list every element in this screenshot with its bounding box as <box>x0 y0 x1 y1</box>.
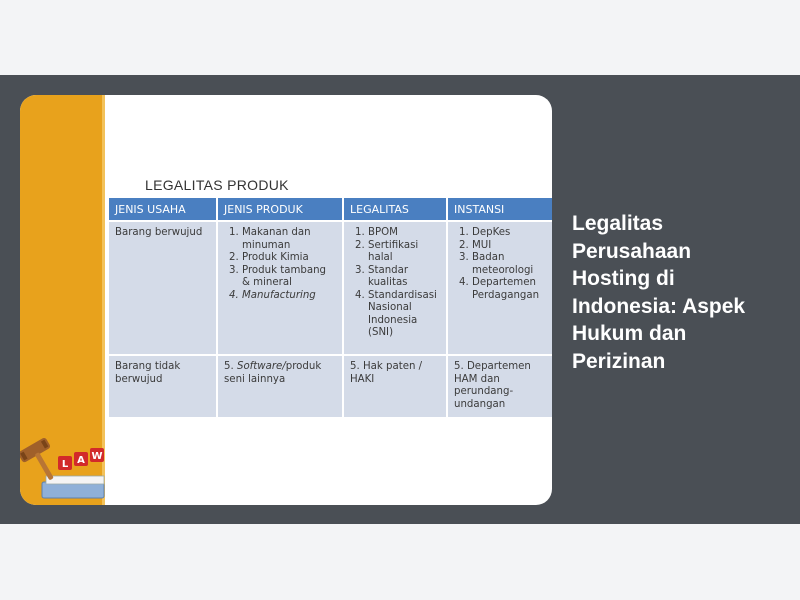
cell-instansi: 5. Departemen HAM dan perundang-undangan <box>447 355 552 417</box>
list-item: 2. Sertifikasi halal <box>368 240 440 265</box>
law-letter: L <box>61 459 69 470</box>
cell-jenis-produk <box>217 221 343 355</box>
col-jenis-usaha: JENIS USAHA <box>109 198 217 221</box>
list-item: 4. Standardisasi Nasional Indonesia (SNI) <box>368 290 440 340</box>
cell-legalitas: 5. Hak paten / HAKI <box>343 355 447 417</box>
law-letter: W <box>91 451 103 462</box>
col-legalitas: LEGALITAS <box>343 198 447 221</box>
software-label: Software/ <box>236 361 286 372</box>
legalitas-produk-heading: LEGALITAS PRODUK <box>145 177 289 193</box>
list-item: 4. Manufacturing <box>242 290 336 303</box>
list-item: 2. MUI <box>472 240 546 253</box>
slide-image <box>20 95 552 505</box>
cell-jenis-produk <box>217 355 343 417</box>
table-row <box>109 355 552 417</box>
list-item: 3. Badan meteorologi <box>472 252 546 277</box>
cell-jenis-usaha: Barang tidak berwujud <box>109 355 217 417</box>
list-item: 3. Produk tambang & mineral <box>242 265 336 290</box>
cell-jenis-usaha: Barang berwujud <box>109 221 217 355</box>
cell-instansi <box>447 221 552 355</box>
list-item: 2. Produk Kimia <box>242 252 336 265</box>
list-item: 4. Departemen Perdagangan <box>472 277 546 302</box>
legalitas-table <box>109 198 552 417</box>
produk-seni-label: produk seni lainnya <box>224 361 322 385</box>
law-letter: A <box>77 455 85 466</box>
table-header-row <box>109 198 552 221</box>
list-item: 3. Standar kualitas <box>368 265 440 290</box>
slide-title: Legalitas Perusahaan Hosting di Indonesia: Aspek Hukum dan Perizinan <box>572 212 746 373</box>
col-instansi: INSTANSI <box>447 198 552 221</box>
list-item: 1. DepKes <box>472 227 546 240</box>
book-pages <box>46 476 104 484</box>
list-item: 1. Makanan dan minuman <box>242 227 336 252</box>
col-jenis-produk: JENIS PRODUK <box>217 198 343 221</box>
list-item: 1. BPOM <box>368 227 440 240</box>
cell-legalitas <box>343 221 447 355</box>
table-row <box>109 221 552 355</box>
item-number: 5. <box>224 361 234 372</box>
law-gavel-illustration <box>20 430 120 505</box>
